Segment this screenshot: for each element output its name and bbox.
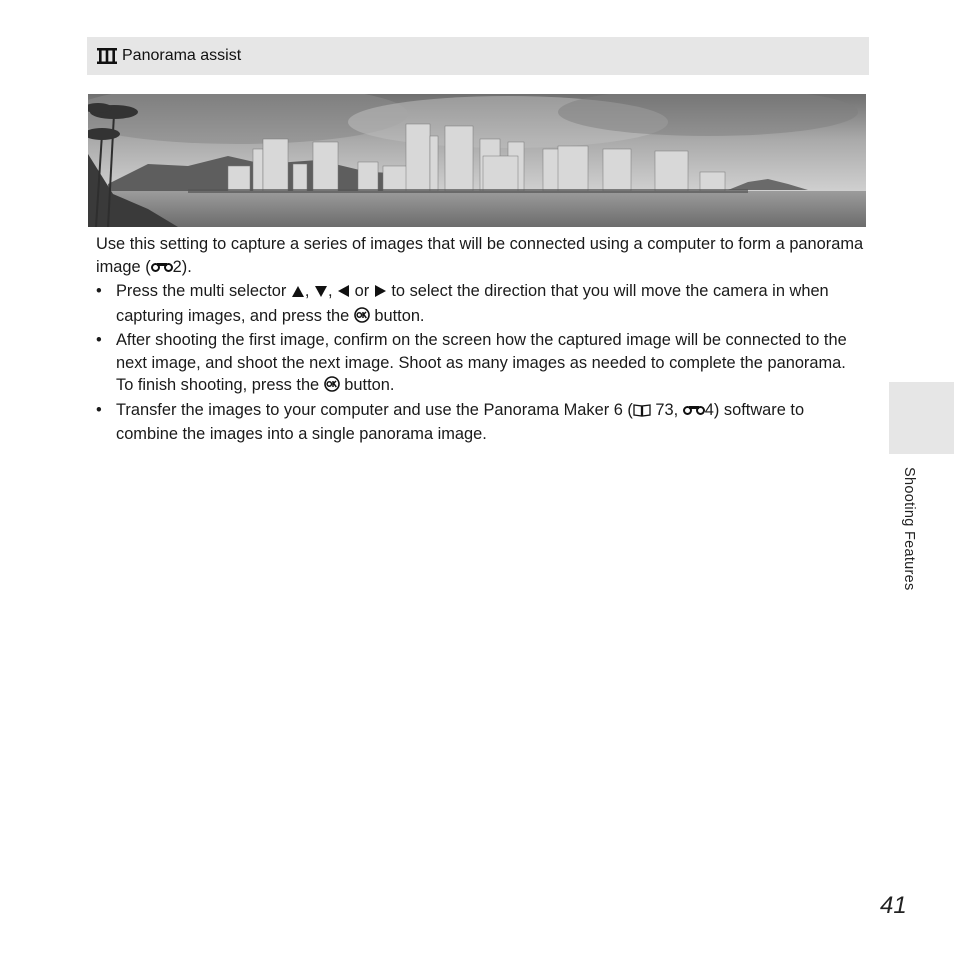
page-number: 41 xyxy=(880,892,907,919)
ok-button-icon xyxy=(354,307,370,330)
chapter-tab xyxy=(889,382,954,454)
up-arrow-icon xyxy=(291,282,305,305)
list-item: • Transfer the images to your computer and use the Panorama Maker 6 ( 73, 4) software to combine the images into a single panorama image. xyxy=(96,400,805,443)
intro-paragraph: Use this setting to capture a series of images that will be connected using a computer to form a panorama image ( 2). xyxy=(96,233,866,280)
book-icon xyxy=(633,401,651,424)
body-text xyxy=(96,233,866,446)
reference-section-icon xyxy=(151,258,173,281)
list-item: • Press the multi selector , , or to select the direction that you will move the camera in when capturing images, and press the button. xyxy=(96,280,866,329)
section-heading xyxy=(87,37,869,75)
down-arrow-icon xyxy=(314,282,328,305)
chapter-label: Shooting Features xyxy=(901,467,917,591)
section-title: Panorama assist xyxy=(122,47,242,64)
instruction-list xyxy=(96,280,866,446)
ok-button-icon xyxy=(324,376,340,399)
panorama-assist-icon xyxy=(97,48,117,64)
left-arrow-icon xyxy=(337,282,350,305)
list-item: • After shooting the first image, confirm on the screen how the captured image will be connected to the next image, and shoot the next image. Shoot as many images as needed to complete the panorama. To finish shooting, press the button. xyxy=(96,329,866,399)
reference-section-icon xyxy=(683,401,705,424)
panorama-photo xyxy=(88,94,866,227)
right-arrow-icon xyxy=(374,282,387,305)
